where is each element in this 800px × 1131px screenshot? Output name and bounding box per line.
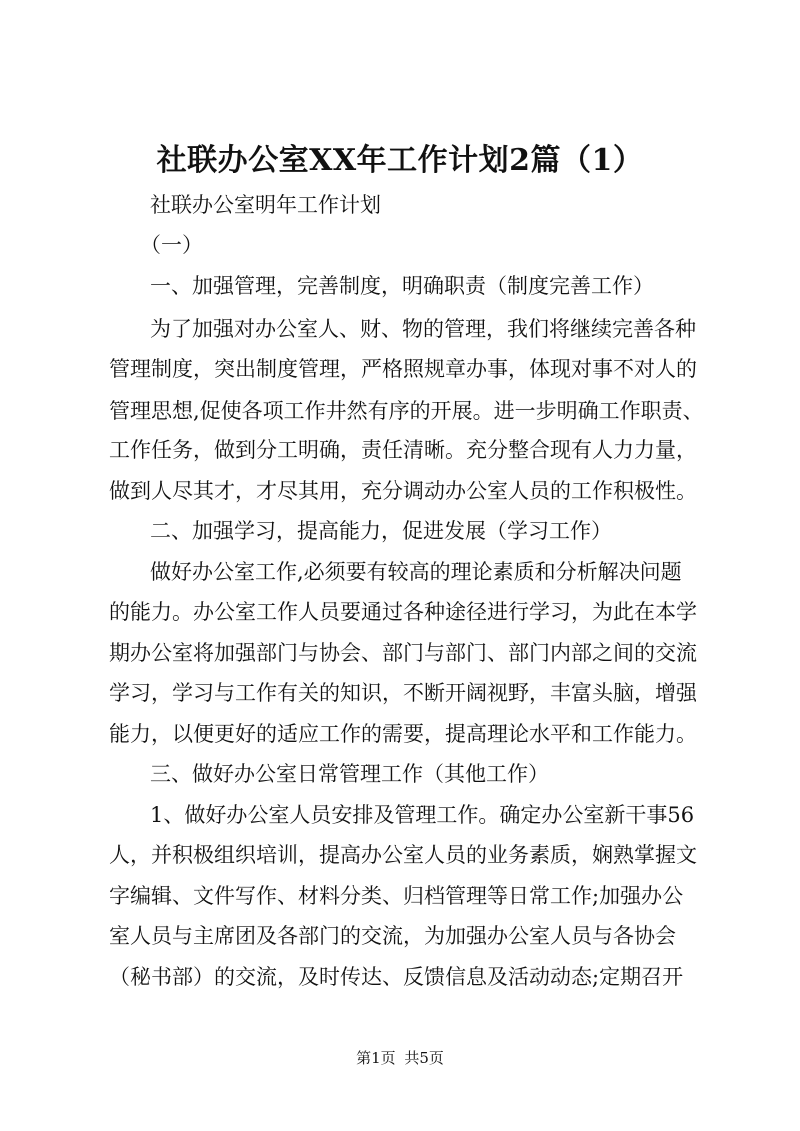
paragraph-line: 做到人尽其才，才尽其用，充分调动办公室人员的工作积极性。 bbox=[109, 479, 697, 503]
paragraph-line: 为了加强对办公室人、财、物的管理，我们将继续完善各种 bbox=[150, 317, 696, 341]
part-label: （一） bbox=[140, 233, 203, 257]
section-heading: 一、加强管理，完善制度，明确职责（制度完善工作） bbox=[150, 274, 654, 298]
paragraph-line: 管理思想,促使各项工作井然有序的开展。进一步明确工作职责、 bbox=[109, 399, 704, 423]
page-footer bbox=[0, 1048, 800, 1068]
paragraph-line: 工作任务，做到分工明确，责任清晰。充分整合现有人力力量， bbox=[109, 438, 697, 462]
paragraph-line: 室人员与主席团及各部门的交流，为加强办公室人员与各协会 bbox=[109, 924, 676, 948]
section-heading: 三、做好办公室日常管理工作（其他工作） bbox=[150, 762, 549, 786]
paragraph-line: 的能力。办公室工作人员要通过各种途径进行学习，为此在本学 bbox=[109, 600, 697, 624]
paragraph-line: （秘书部）的交流，及时传达、反馈信息及活动动态;定期召开 bbox=[109, 965, 684, 989]
document-title: 社联办公室XX年工作计划2篇（1） bbox=[156, 143, 644, 178]
section-heading: 二、加强学习，提高能力，促进发展（学习工作） bbox=[150, 519, 612, 543]
paragraph-line: 人，并积极组织培训，提高办公室人员的业务素质，娴熟掌握文 bbox=[109, 843, 697, 867]
page-number: 第1页 bbox=[356, 1049, 396, 1067]
paragraph-line: 能力，以便更好的适应工作的需要，提高理论水平和工作能力。 bbox=[109, 722, 697, 746]
paragraph-line: 学习，学习与工作有关的知识，不断开阔视野，丰富头脑，增强 bbox=[109, 681, 697, 705]
paragraph-line: 期办公室将加强部门与协会、部门与部门、部门内部之间的交流 bbox=[109, 641, 697, 665]
document-subtitle: 社联办公室明年工作计划 bbox=[150, 193, 381, 217]
paragraph-line: 1、做好办公室人员安排及管理工作。确定办公室新干事56 bbox=[150, 803, 695, 827]
paragraph-line: 字编辑、文件写作、材料分类、归档管理等日常工作;加强办公 bbox=[109, 884, 684, 908]
page-total: 共5页 bbox=[404, 1049, 444, 1067]
paragraph-line: 做好办公室工作,必须要有较高的理论素质和分析解决问题 bbox=[150, 560, 682, 584]
paragraph-line: 管理制度，突出制度管理，严格照规章办事，体现对事不对人的 bbox=[109, 357, 697, 381]
